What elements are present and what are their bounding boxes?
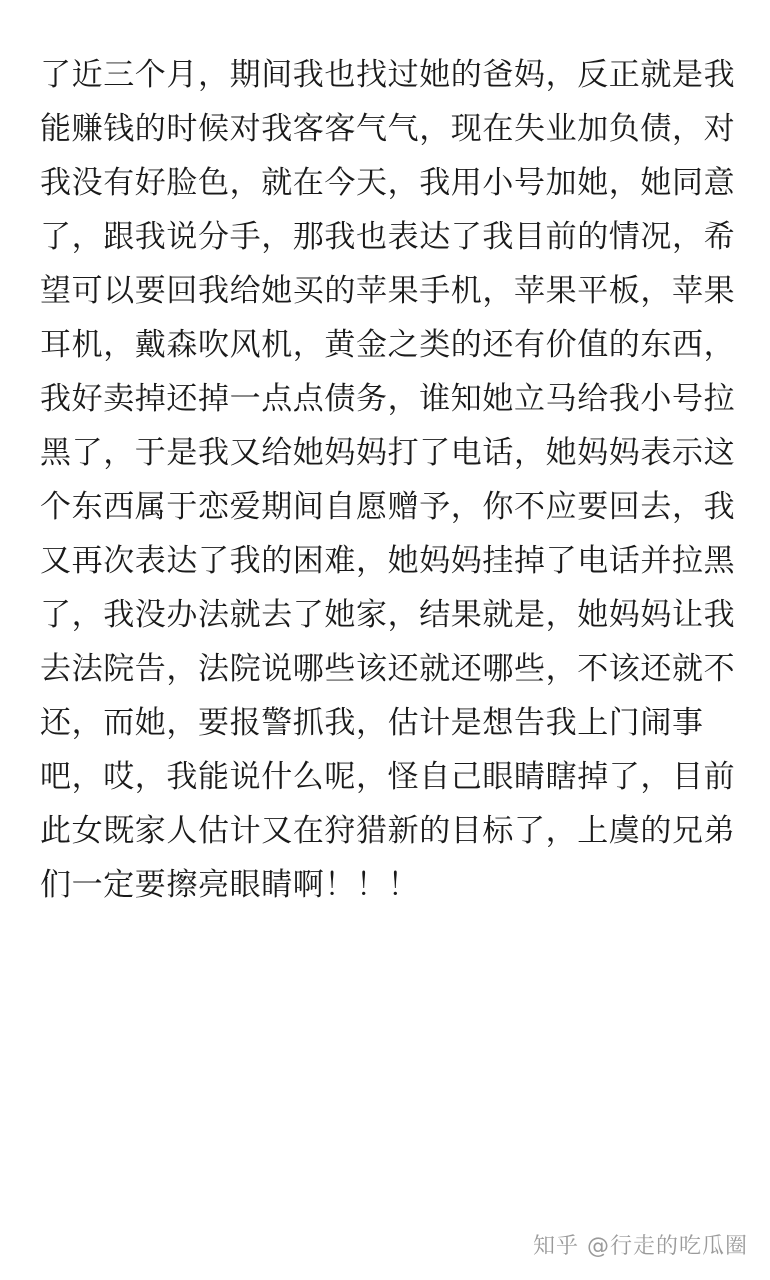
text-line: 了，跟我说分手，那我也表达了我目前的情况，希	[40, 219, 736, 255]
text-line: 能赚钱的时候对我客客气气，现在失业加负债，对	[40, 111, 736, 147]
text-line: 去法院告，法院说哪些该还就还哪些，不该还就不	[40, 651, 736, 687]
text-line: 耳机，戴森吹风机，黄金之类的还有价值的东西，	[40, 327, 736, 363]
text-line: 此女既家人估计又在狩猎新的目标了，上虞的兄弟	[40, 813, 736, 849]
text-line: 我好卖掉还掉一点点债务，谁知她立马给我小号拉	[40, 381, 736, 417]
text-line: 们一定要擦亮眼睛啊！！！	[40, 867, 420, 903]
text-line: 黑了，于是我又给她妈妈打了电话，她妈妈表示这	[40, 435, 736, 471]
zhihu-watermark: 知乎 @行走的吃瓜圈	[533, 1234, 748, 1259]
text-line: 个东西属于恋爱期间自愿赠予，你不应要回去，我	[40, 489, 736, 525]
text-line: 还，而她，要报警抓我，估计是想告我上门闹事	[40, 705, 704, 741]
text-line: 我没有好脸色，就在今天，我用小号加她，她同意	[40, 165, 736, 201]
text-line: 又再次表达了我的困难，她妈妈挂掉了电话并拉黑	[40, 543, 736, 579]
text-line: 了近三个月，期间我也找过她的爸妈，反正就是我	[40, 57, 736, 93]
text-line: 吧，哎，我能说什么呢，怪自己眼睛瞎掉了，目前	[40, 759, 736, 795]
text-line: 望可以要回我给她买的苹果手机，苹果平板，苹果	[40, 273, 736, 309]
text-line: 了，我没办法就去了她家，结果就是，她妈妈让我	[40, 597, 736, 633]
article-body	[40, 48, 740, 912]
